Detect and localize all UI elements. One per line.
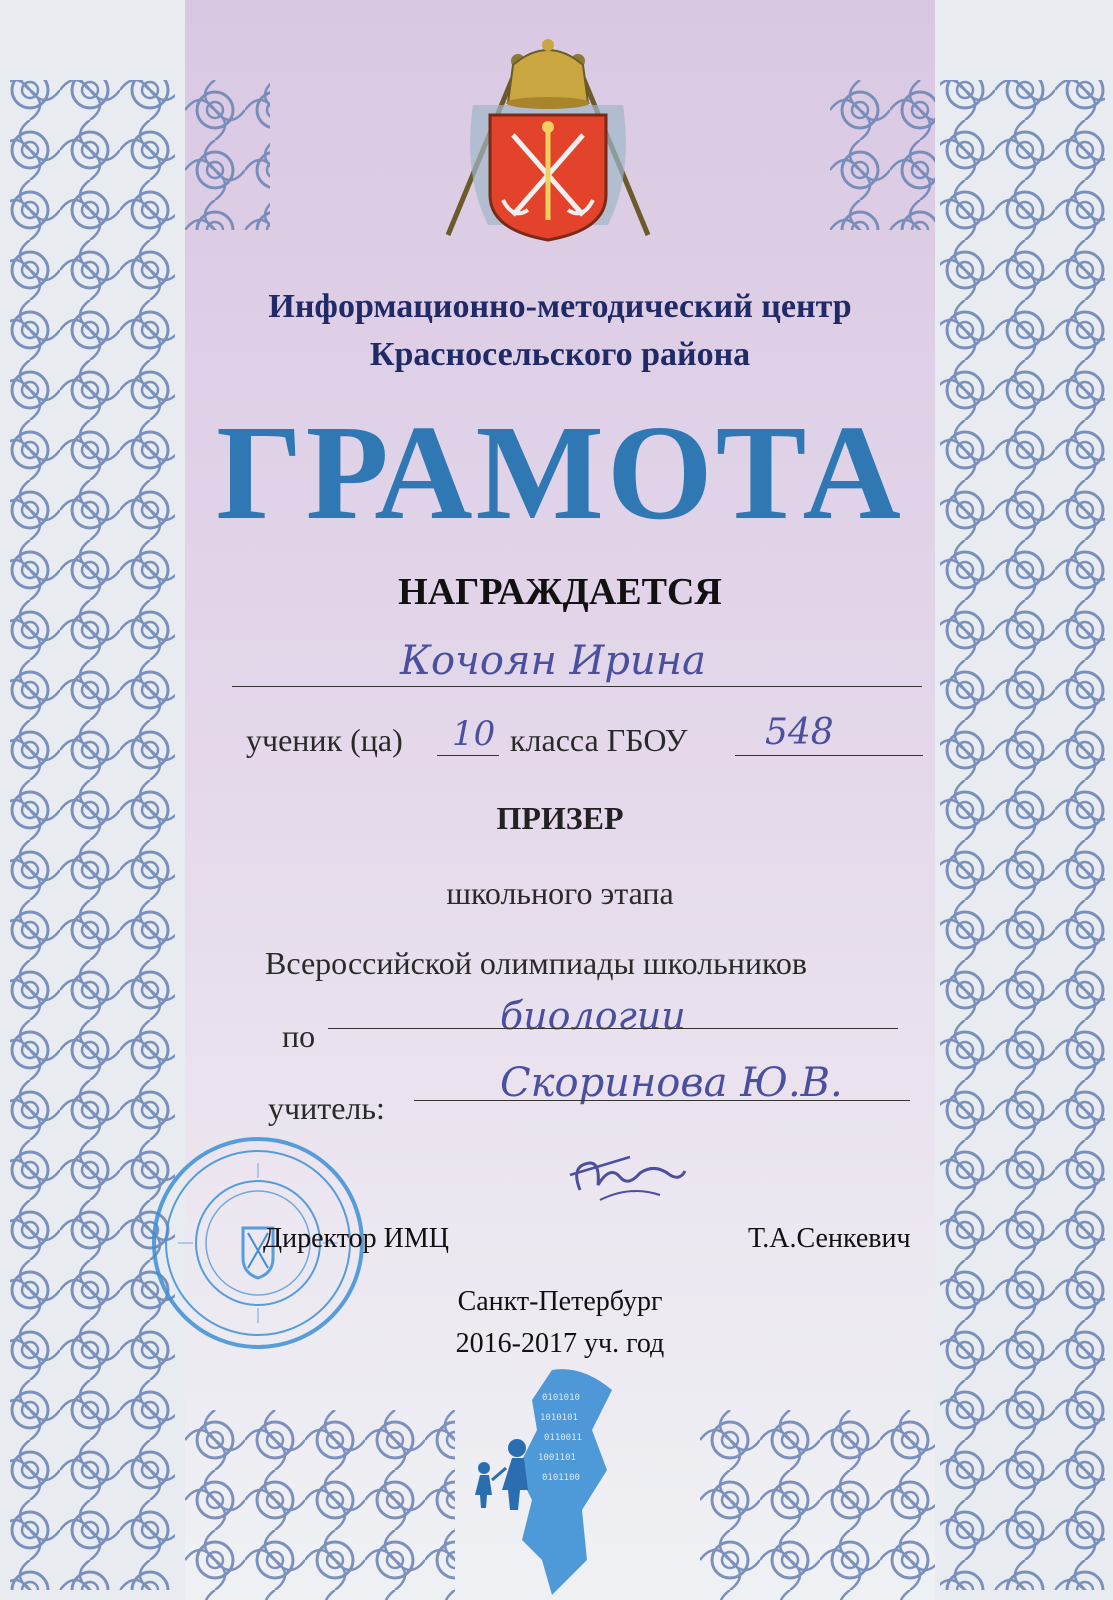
academic-year: 2016-2017 уч. год: [455, 1328, 665, 1359]
left-ornament-border: [0, 0, 185, 1600]
stage-label: школьного этапа: [446, 875, 674, 911]
coat-of-arms-icon: [428, 35, 668, 250]
school-line: [735, 755, 923, 756]
class-label: класса ГБОУ: [510, 722, 688, 758]
recipient-name-line: [232, 686, 922, 687]
director-name: Т.А.Сенкевич: [748, 1223, 911, 1254]
subject-value: биологии: [500, 994, 686, 1038]
right-ornament-border: [935, 0, 1113, 1600]
olympiad-label: Всероссийской олимпиады школьников: [265, 945, 807, 981]
grade-line: [437, 755, 499, 756]
top-right-corner-ornament: [830, 80, 935, 230]
svg-text:1010101: 1010101: [540, 1413, 578, 1423]
grade-value: 10: [452, 714, 496, 754]
organization-line-2: Красносельского района: [369, 336, 751, 373]
svg-text:1001101: 1001101: [538, 1453, 576, 1463]
awarded-label: НАГРАЖДАЕТСЯ: [398, 571, 722, 613]
bottom-left-ornament: [185, 1410, 455, 1600]
teacher-line: [414, 1100, 910, 1101]
school-value: 548: [765, 712, 834, 753]
director-label: Директор ИМЦ: [263, 1223, 449, 1254]
subject-line: [328, 1028, 898, 1029]
svg-text:0110011: 0110011: [544, 1433, 582, 1443]
certificate-title: ГРАМОТА: [216, 398, 904, 548]
svg-text:0101010: 0101010: [542, 1393, 580, 1403]
organization-line-1: Информационно-методический центр: [268, 288, 852, 325]
teacher-label: учитель:: [268, 1090, 385, 1126]
top-left-corner-ornament: [185, 80, 270, 230]
subject-label: по: [282, 1018, 316, 1054]
city-label: Санкт-Петербург: [457, 1286, 663, 1317]
student-label: ученик (ца): [246, 722, 403, 758]
place-label: ПРИЗЕР: [496, 800, 624, 836]
director-signature: [560, 1145, 690, 1215]
svg-text:0101100: 0101100: [542, 1473, 580, 1483]
bottom-right-ornament: [700, 1410, 935, 1600]
map-family-logo-icon: [462, 1360, 622, 1595]
teacher-value: Скоринова Ю.В.: [500, 1060, 843, 1106]
recipient-name: Кочоян Ирина: [400, 638, 706, 684]
